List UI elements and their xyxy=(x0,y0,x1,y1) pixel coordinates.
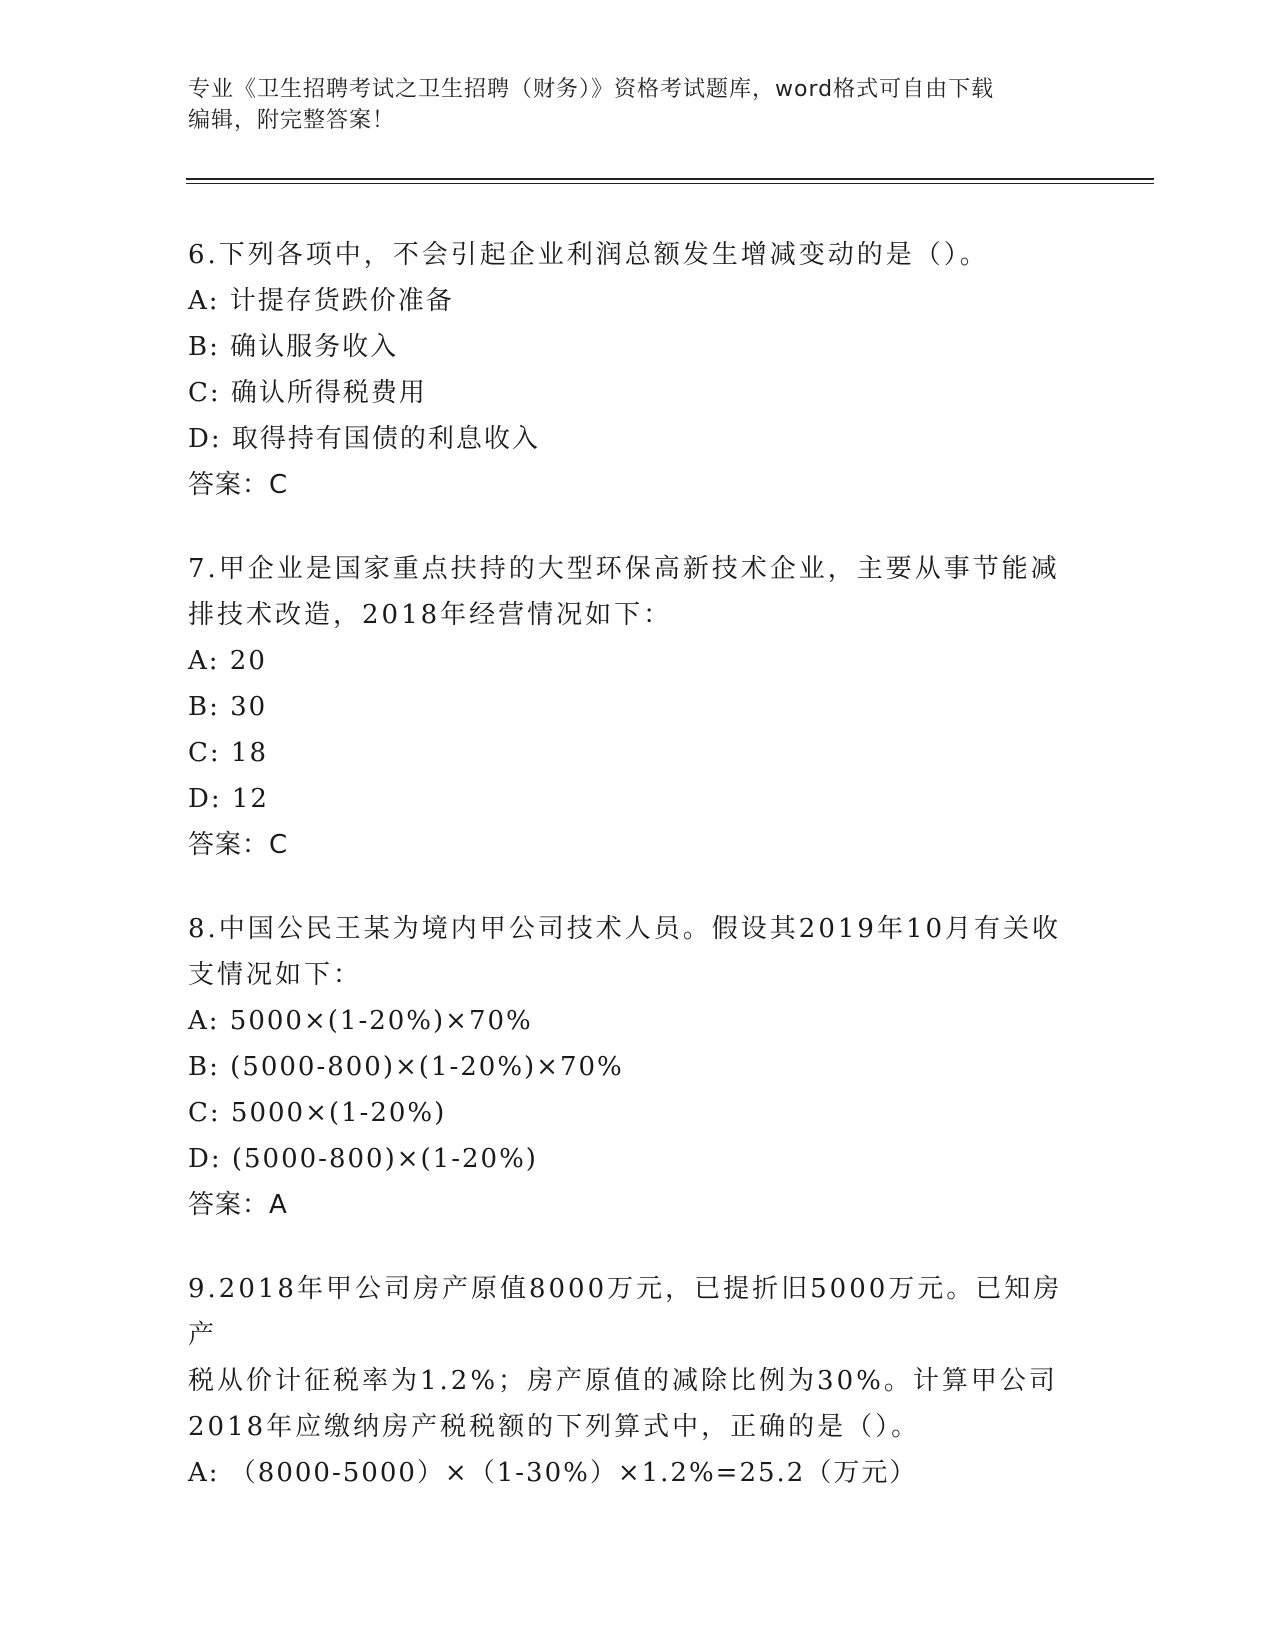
answer-text: 答案：A xyxy=(188,1190,288,1220)
question-stem: 7.甲企业是国家重点扶持的大型环保高新技术企业，主要从事节能减 xyxy=(188,554,1060,584)
answer-text: 答案：C xyxy=(188,830,289,860)
question-stem: 9.2018年甲公司房产原值8000万元，已提折旧5000万元。已知房产 xyxy=(188,1274,1063,1350)
option-a: A: 20 xyxy=(188,646,267,676)
header-line-1: 专业《卫生招聘考试之卫生招聘（财务）》资格考试题库，word格式可自由下载 xyxy=(188,77,995,102)
option-d: D: 取得持有国债的利息收入 xyxy=(188,424,540,454)
header-divider-thick xyxy=(186,178,1154,180)
option-c: C: 5000×(1-20%) xyxy=(188,1098,447,1128)
header-divider-thin xyxy=(186,183,1154,184)
header-line-2: 编辑，附完整答案！ xyxy=(188,108,396,133)
option-a: A: 5000×(1-20%)×70% xyxy=(188,1006,533,1036)
question-8 xyxy=(188,906,1088,1228)
answer-text: 答案：C xyxy=(188,470,289,500)
option-b: B: 30 xyxy=(188,692,268,722)
question-stem: 6.下列各项中，不会引起企业利润总额发生增减变动的是（）。 xyxy=(188,240,989,270)
question-6 xyxy=(188,232,1088,508)
question-list xyxy=(188,232,1088,1534)
option-b: B: (5000-800)×(1-20%)×70% xyxy=(188,1052,624,1082)
question-stem: 税从价计征税率为1.2%；房产原值的减除比例为30%。计算甲公司 xyxy=(188,1366,1058,1396)
question-stem: 8.中国公民王某为境内甲公司技术人员。假设其2019年10月有关收 xyxy=(188,914,1062,944)
question-stem: 2018年应缴纳房产税税额的下列算式中，正确的是（）。 xyxy=(188,1412,921,1442)
option-d: D: 12 xyxy=(188,784,269,814)
option-c: C: 18 xyxy=(188,738,269,768)
question-9 xyxy=(188,1266,1088,1496)
option-a: A: （8000-5000）×（1-30%）×1.2%=25.2（万元） xyxy=(188,1458,918,1488)
question-stem: 排技术改造，2018年经营情况如下： xyxy=(188,600,673,630)
option-c: C: 确认所得税费用 xyxy=(188,378,427,408)
question-7 xyxy=(188,546,1088,868)
option-b: B: 确认服务收入 xyxy=(188,332,399,362)
option-d: D: (5000-800)×(1-20%) xyxy=(188,1144,538,1174)
question-stem: 支情况如下： xyxy=(188,960,363,990)
document-header xyxy=(188,74,1088,136)
option-a: A: 计提存货跌价准备 xyxy=(188,286,454,316)
